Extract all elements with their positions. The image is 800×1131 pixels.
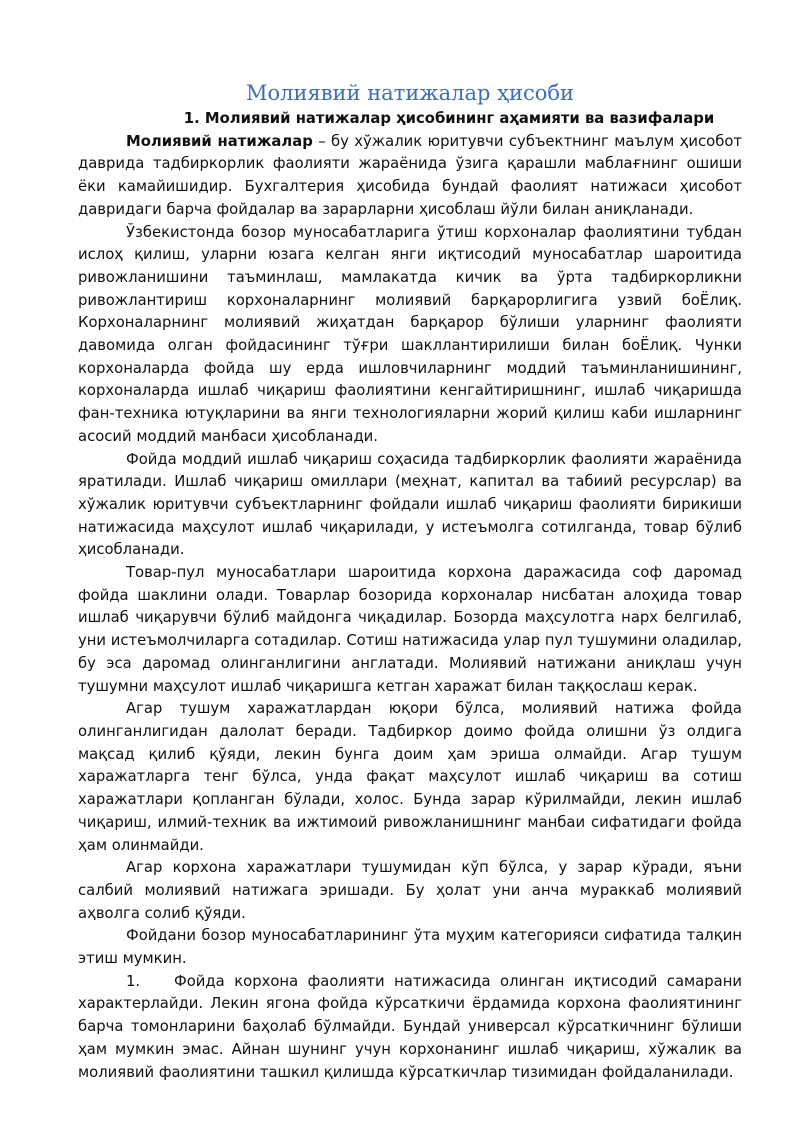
intro-paragraph xyxy=(78,131,742,222)
section-heading: 1. Молиявий натижалар ҳисобининг аҳамияти ва вазифалари xyxy=(183,110,715,127)
body-paragraph: Фойдани бозор муносабатларининг ўта муҳим категорияси сифатида талқин этиш мумкин. xyxy=(78,927,742,968)
body-paragraph: Товар-пул муносабатлари шароитида корхона даражасида соф даромад фойда шаклини олади. Товарлар бозорида корхоналар нисбатан алоҳида товар ишлаб чиқарувчи бўлиб майдонга чиқадилар. Бозорда маҳсулотга нарх белгилаб, уни истеъмолчиларга сотадилар. Сотиш натижасида улар пул тушумини оладилар, бу эса даромад олинганлигини англатади. Молиявий натижани аниқлаш учун тушумни маҳсулот ишлаб чиқаришга кетган харажат билан таққослаш керак. xyxy=(78,564,742,695)
body-paragraph: Агар тушум харажатлардан юқори бўлса, молиявий натижа фойда олинганлигидан далолат беради. Тадбиркор доимо фойда олишни ўз олдига мақсад қилиб қўяди, лекин бунга доим ҳам эриша олмайди. Агар тушум харажатларга тенг бўлса, унда фақат маҳсулот ишлаб чиқариш ва сотиш харажатлари қопланган бўлади, холос. Бунда зарар кўрилмайди, лекин ишлаб чиқариш, илмий-техник ва ижтимоий ривожланишнинг манбаи сифатидаги фойда ҳам олинмайди. xyxy=(78,700,742,854)
body-paragraph: Агар корхона харажатлари тушумидан кўп бўлса, у зарар кўради, яъни салбий молиявий натижага эришади. Бу ҳолат уни анча мураккаб молиявий аҳволга солиб қўяди. xyxy=(78,859,742,922)
body-paragraph: Ўзбекистонда бозор муносабатларига ўтиш корхоналар фаолиятини тубдан ислоҳ қилиш, уларни юзага келган янги иқтисодий муносабатлар шароитида ривожланишини таъминлаш, мамлакатда кичик ва ўрта тадбиркорликни ривожлантириш корхоналарнинг молиявий барқарорлигига узвий боЁлиқ. Корхоналарнинг молиявий жиҳатдан барқарор бўлиши уларнинг фаолияти давомида олган фойдасининг тўғри шакллантирилиши билан боЁлиқ. Чунки корхоналарда фойда шу ерда ишловчиларнинг моддий таъминланишининг, корхоналарда ишлаб чиқариш фаолиятини кенгайтиришнинг, ишлаб чиқаришда фан-техника ютуқларини ва янги технологияларни жорий қилиш каби ишларнинг асосий моддий манбаси ҳисобланади. xyxy=(78,223,742,445)
document-page xyxy=(78,72,742,1084)
defined-term: Молиявий натижалар xyxy=(126,132,313,150)
list-item-text: Фойда корхона фаолияти натижасида олинган иқтисодий самарани характерлайди. Лекин ягона фойда кўрсаткичи ёрдамида корхона фаолиятининг барча томонларини баҳолаб бўлмайди. Бундай универсал кўрсаткичнинг бўлиши ҳам мумкин эмас. Айнан шунинг учун корхонанинг ишлаб чиқариш, хўжалик ва молиявий фаолиятини ташкил қилишда кўрсаткичлар тизимидан фойдаланилади. xyxy=(78,972,742,1081)
list-item-number: 1. xyxy=(126,972,141,990)
body-paragraph: Фойда моддий ишлаб чиқариш соҳасида тадбиркорлик фаолияти жараёнида яратилади. Ишлаб чиқариш омиллари (меҳнат, капитал ва табиий ресурслар) ва хўжалик юритувчи субъектларнинг фойдали ишлаб чиқариш фаолияти бирикиши натижасида маҳсулот ишлаб чиқарилади, у истеъмолга сотилганда, товар бўлиб ҳисобланади. xyxy=(78,450,742,559)
numbered-list-item xyxy=(78,971,742,1085)
intro-definition: – бу хўжалик юритувчи субъектнинг маълум ҳисобот даврида тадбиркорлик фаолияти жараёнида ўзига қарашли маблағнинг ошиши ёки камайишидир. Бухгалтерия ҳисобида бундай фаолият натижаси ҳисобот давридаги барча фойдалар ва зарарларни ҳисоблаш йўли билан аниқланади. xyxy=(78,132,743,218)
document-title: Молиявий натижалар ҳисоби xyxy=(245,81,575,105)
